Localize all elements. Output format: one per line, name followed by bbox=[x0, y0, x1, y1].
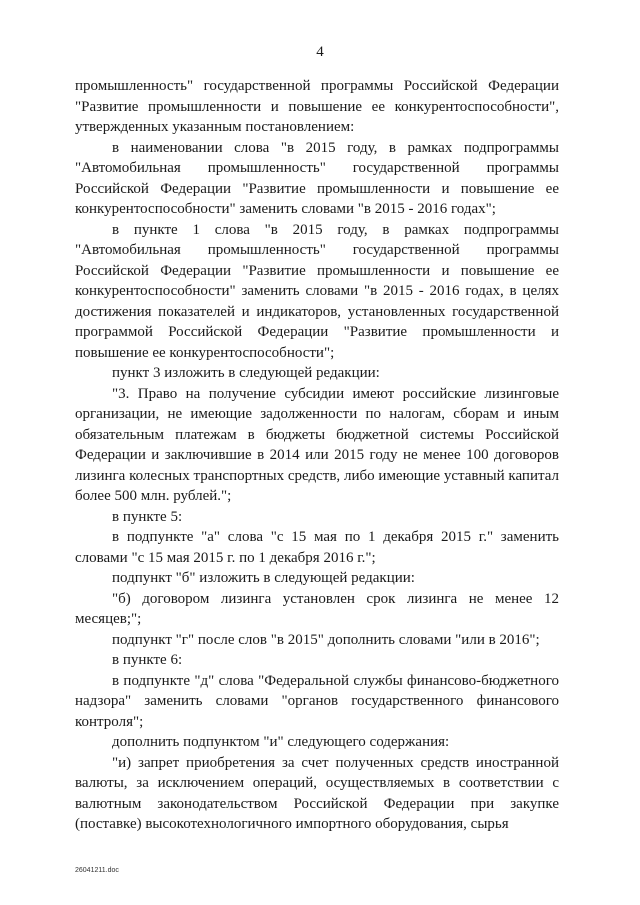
paragraph: "3. Право на получение субсидии имеют российские лизинговые организации, не имеющие задолженности по налогам, сборам и иным обязательным платежам в бюджеты бюджетной системы Российской Федерации и заключившие в 2014 или 2015 году не менее 100 договоров лизинга колесных транспортных средств, либо имеющие уставный капитал более 500 млн. рублей."; bbox=[75, 385, 559, 504]
document-filename: 26041211.doc bbox=[75, 867, 119, 874]
document-body bbox=[75, 76, 559, 835]
paragraph: "и) запрет приобретения за счет полученных средств иностранной валюты, за исключением операций, осуществляемых в соответствии с валютным законодательством Российской Федерации при закупке (поставке) высокотехнологичного импортного оборудования, сырья bbox=[75, 754, 559, 832]
paragraph: в пункте 5: bbox=[112, 508, 183, 525]
paragraph: подпункт "б" изложить в следующей редакции: bbox=[112, 570, 415, 586]
paragraph: пункт 3 изложить в следующей редакции: bbox=[112, 365, 380, 381]
paragraph: в подпункте "а" слова "с 15 мая по 1 декабря 2015 г." заменить словами "с 15 мая 2015 г. по 1 декабря 2016 г."; bbox=[75, 529, 559, 566]
paragraph: подпункт "г" после слов "в 2015" дополнить словами "или в 2016"; bbox=[112, 631, 540, 648]
paragraph: дополнить подпунктом "и" следующего содержания: bbox=[112, 734, 450, 750]
paragraph: в пункте 6: bbox=[112, 652, 183, 668]
paragraph: "б) договором лизинга установлен срок лизинга не менее 12 месяцев;"; bbox=[75, 590, 559, 627]
paragraph: промышленность" государственной программы Российской Федерации "Развитие промышленности и повышение ее конкурентоспособности", утвержденных указанным постановлением: bbox=[75, 78, 559, 135]
paragraph: в пункте 1 слова "в 2015 году, в рамках подпрограммы "Автомобильная промышленность" государственной программы Российской Федерации "Развитие промышленности и повышение ее конкурентоспособности" заменить словами "в 2015 - 2016 годах, в целях достижения показателей и индикаторов, установленных государственной программой Российской Федерации "Развитие промышленности и повышение ее конкурентоспособности"; bbox=[75, 221, 559, 361]
paragraph: в подпункте "д" слова "Федеральной службы финансово-бюджетного надзора" заменить словами "органов государственного финансового контроля"; bbox=[75, 672, 559, 730]
page-number: 4 bbox=[316, 44, 324, 60]
paragraph: в наименовании слова "в 2015 году, в рамках подпрограммы "Автомобильная промышленность" государственной программы Российской Федерации "Развитие промышленности и повышение ее конкурентоспособности" заменить словами "в 2015 - 2016 годах"; bbox=[75, 139, 559, 217]
